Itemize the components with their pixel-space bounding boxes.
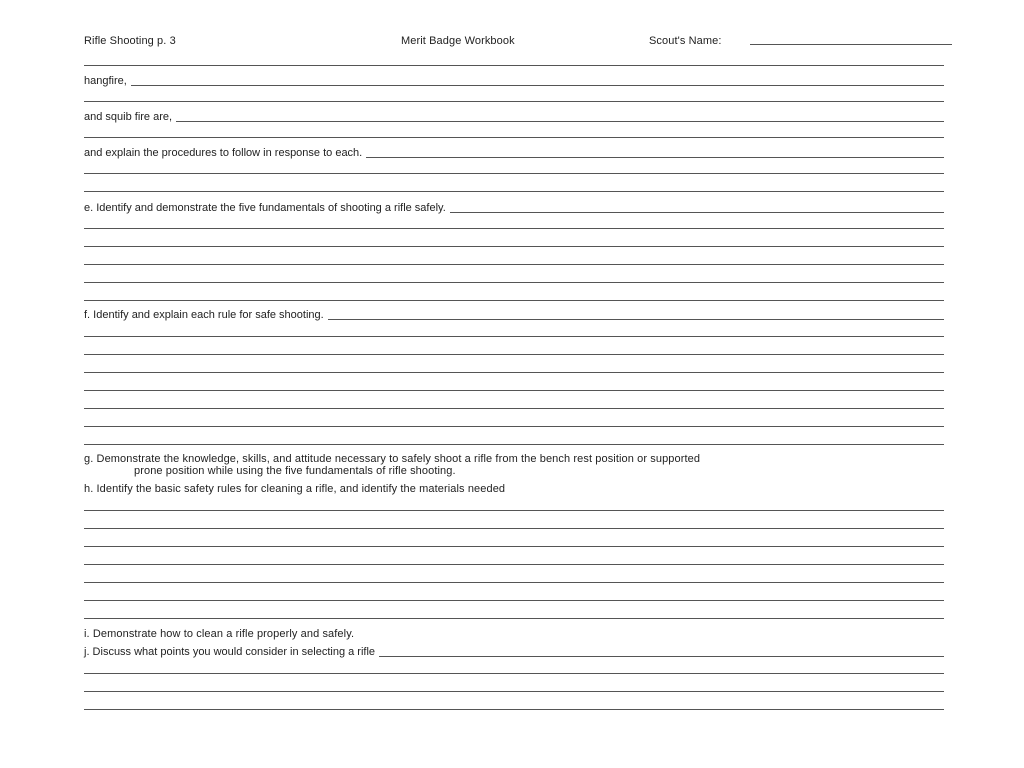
answer-line[interactable]	[84, 173, 944, 174]
answer-line[interactable]	[84, 191, 944, 192]
answer-line[interactable]	[84, 546, 944, 547]
requirement-i: i. Demonstrate how to clean a rifle properly and safely.	[84, 628, 355, 640]
prompt-squib-fire	[84, 110, 944, 124]
scout-name-field[interactable]	[750, 44, 952, 45]
answer-line[interactable]	[84, 372, 944, 373]
answer-line[interactable]	[84, 65, 944, 66]
answer-line[interactable]	[84, 582, 944, 583]
answer-line[interactable]	[84, 618, 944, 619]
answer-line[interactable]	[84, 673, 944, 674]
requirement-f	[84, 308, 944, 322]
answer-blank[interactable]	[366, 157, 944, 158]
answer-blank[interactable]	[328, 319, 944, 320]
prompt-text: and explain the procedures to follow in response to each.	[84, 147, 363, 159]
answer-line[interactable]	[84, 300, 944, 301]
answer-blank[interactable]	[176, 121, 944, 122]
prompt-text: and squib fire are,	[84, 111, 173, 123]
prompt-text: hangfire,	[84, 75, 127, 87]
prompt-hangfire	[84, 74, 944, 88]
page-header-left: Rifle Shooting p. 3	[84, 35, 176, 47]
requirement-text: j. Discuss what points you would consider in selecting a rifle	[84, 646, 376, 658]
prompt-explain-procedures	[84, 146, 944, 160]
answer-line[interactable]	[84, 510, 944, 511]
scout-name-label: Scout's Name:	[649, 35, 722, 47]
answer-line[interactable]	[84, 426, 944, 427]
answer-blank[interactable]	[131, 85, 944, 86]
answer-line[interactable]	[84, 264, 944, 265]
requirement-g-line2: prone position while using the five fundamentals of rifle shooting.	[134, 465, 456, 477]
answer-blank[interactable]	[379, 656, 944, 657]
answer-line[interactable]	[84, 137, 944, 138]
requirement-g-line1: g. Demonstrate the knowledge, skills, and attitude necessary to safely shoot a rifle from the bench rest position or supported	[84, 453, 701, 465]
answer-line[interactable]	[84, 600, 944, 601]
answer-line[interactable]	[84, 246, 944, 247]
requirement-j	[84, 645, 944, 659]
answer-line[interactable]	[84, 408, 944, 409]
answer-line[interactable]	[84, 228, 944, 229]
requirement-text: f. Identify and explain each rule for safe shooting.	[84, 309, 324, 321]
answer-line[interactable]	[84, 282, 944, 283]
answer-blank[interactable]	[450, 212, 944, 213]
requirement-text: e. Identify and demonstrate the five fundamentals of shooting a rifle safely.	[84, 202, 446, 214]
requirement-e	[84, 201, 944, 215]
answer-line[interactable]	[84, 691, 944, 692]
answer-line[interactable]	[84, 444, 944, 445]
answer-line[interactable]	[84, 709, 944, 710]
answer-line[interactable]	[84, 101, 944, 102]
answer-line[interactable]	[84, 354, 944, 355]
page-header-center: Merit Badge Workbook	[401, 35, 515, 47]
answer-line[interactable]	[84, 564, 944, 565]
answer-line[interactable]	[84, 390, 944, 391]
answer-line[interactable]	[84, 528, 944, 529]
answer-line[interactable]	[84, 336, 944, 337]
requirement-h: h. Identify the basic safety rules for cleaning a rifle, and identify the materials needed	[84, 483, 506, 495]
